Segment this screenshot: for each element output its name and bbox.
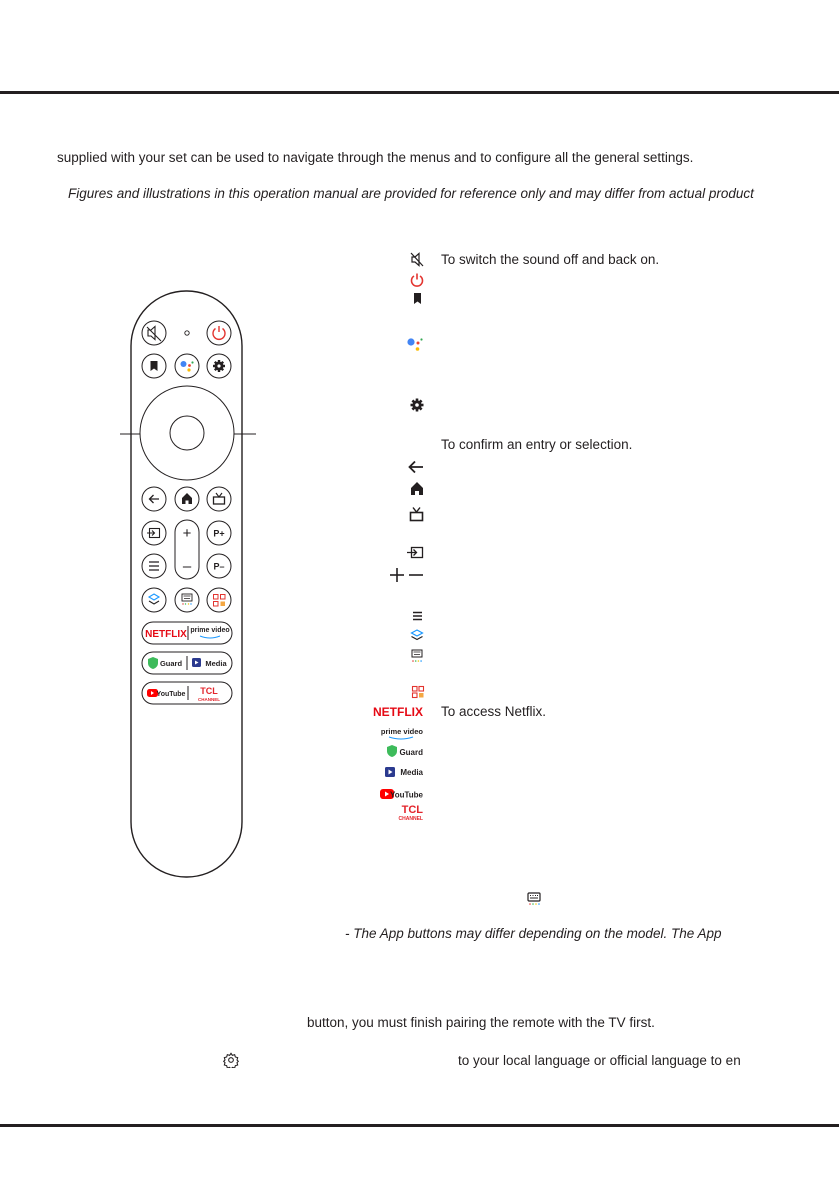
back-arrow-icon: [410, 462, 424, 473]
apps-icon: [413, 687, 424, 698]
netflix-logo: NETFLIX: [373, 705, 423, 719]
remote-guard-label: Guard: [159, 659, 183, 668]
volume-plus-minus-icon: [390, 568, 423, 582]
media-logo: [385, 767, 424, 777]
remote-media-label: Media: [205, 659, 227, 668]
live-tv-icon: [411, 508, 423, 521]
volume-plus-label: +: [182, 525, 192, 542]
remote-tcl-label: TCL: [200, 686, 218, 696]
power-icon: [412, 274, 423, 287]
keyboard-icon: [412, 650, 422, 662]
pairing-text: button, you must finish pairing the remote with the TV first.: [307, 1015, 655, 1030]
channel-down-label: P–: [213, 561, 225, 572]
svg-text:CHANNEL: CHANNEL: [398, 816, 423, 822]
reference-note: Figures and illustrations in this operation manual are provided for reference only and may differ from actual product: [68, 186, 754, 201]
layers-icon: [412, 630, 423, 640]
home-icon: [411, 482, 423, 495]
svg-text:Media: Media: [400, 768, 423, 777]
svg-text:Guard: Guard: [399, 748, 423, 757]
svg-text:YouTube: YouTube: [389, 790, 423, 800]
input-source-icon: [407, 548, 423, 558]
language-text: to your local language or official language to en: [458, 1053, 741, 1068]
prime-video-logo: [381, 727, 424, 739]
app-buttons-note: - The App buttons may differ depending on the model. The App: [345, 926, 722, 941]
guard-logo: [387, 745, 423, 757]
legend-text-mute: To switch the sound off and back on.: [441, 252, 660, 267]
menu-list-icon: [413, 613, 422, 620]
svg-text:prime video: prime video: [380, 727, 423, 736]
settings-gear-icon: [411, 399, 424, 412]
legend-text-netflix: To access Netflix.: [441, 704, 547, 719]
mute-icon: [411, 253, 423, 266]
tcl-channel-logo: [399, 804, 424, 822]
volume-minus-label: –: [182, 558, 192, 575]
youtube-logo: [380, 789, 424, 800]
remote-netflix-label: NETFLIX: [145, 629, 187, 640]
legend-text-ok: To confirm an entry or selection.: [441, 437, 633, 452]
svg-text:TCL: TCL: [401, 804, 423, 816]
remote-prime-label: prime video: [190, 627, 230, 634]
bookmark-icon: [414, 293, 421, 304]
remote-youtube-label: YouTube: [156, 691, 186, 698]
intro-text: supplied with your set can be used to navigate through the menus and to configure all the general settings.: [57, 150, 694, 165]
google-assistant-icon: [407, 338, 422, 350]
remote-channel-label: CHANNEL: [198, 697, 220, 702]
channel-up-label: P+: [213, 528, 225, 539]
